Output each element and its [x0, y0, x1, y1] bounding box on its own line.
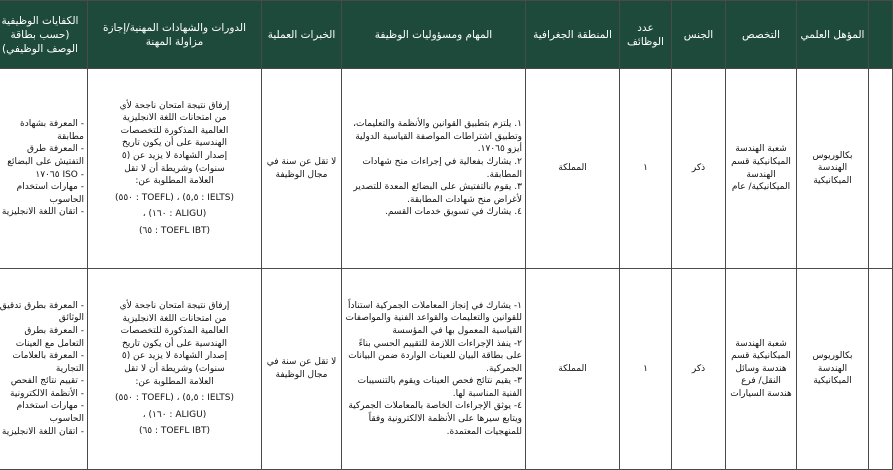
competency-item: - ISO ١٧٠٦٥ [35, 169, 84, 180]
positions-cell: ١ [620, 269, 672, 470]
competency-item: - المعرفة بطرق تدقيق الوثائق [0, 300, 84, 324]
competency-item: - مهارات استخدام الحاسوب [16, 401, 84, 425]
course-line: من امتحانات اللغة الانجليزية [122, 313, 227, 324]
duties-cell [342, 269, 526, 470]
competency-item: - اتقان اللغة الانجليزية [1, 426, 84, 437]
course-line: العالمية المذكورة للتخصصات [120, 326, 229, 337]
competency-item: - المعرفة طرق التفتيش على البضائع [7, 144, 84, 167]
edge-cell [869, 269, 893, 470]
duty-item: ٢. يشارك بفعالية في إجراءات منح شهادات المطابقة. [362, 156, 522, 180]
table-row [0, 69, 893, 269]
gender-cell: ذكر [672, 69, 726, 269]
header-gender: الجنس [672, 1, 726, 69]
experience-cell: لا تقل عن سنة في مجال الوظيفة [262, 69, 342, 269]
header-competencies: الكفايات الوظيفية (حسب بطاقة الوصف الوظيفي) [0, 1, 88, 69]
table-row [0, 269, 893, 470]
course-score-line: (IELTS : ٥,٥) ، (TOEFL : ٥٥٠) [114, 393, 235, 404]
course-line: إرفاق نتيجة امتحان ناجحة لأي [119, 301, 230, 312]
course-line: العالمية المذكورة للتخصصات [120, 125, 229, 136]
edge-cell [869, 69, 893, 269]
course-line: العلامة المطلوبة عن: [135, 376, 214, 387]
course-score-line: (TOEFL IBT : ٦٥) [138, 225, 211, 236]
courses-cell [88, 269, 262, 470]
course-score-line: (ALIGU : ١٦٠) ، [142, 209, 207, 220]
header-qualification: المؤهل العلمي [797, 1, 869, 69]
competency-item: - المعرفة بشهادة مطابقة [20, 119, 84, 142]
positions-cell: ١ [620, 69, 672, 269]
duty-item: ٤. يشارك في تسويق خدمات القسم. [384, 207, 522, 218]
duty-item: ٢- ينفذ الإجراءات اللازمة للتقييم الحسي بناءً على بطاقة البيان للعينات الواردة ضمن البيانات الجمركية. [348, 338, 522, 374]
duty-item: ٣- يقيم نتائج فحص العينات ويقوم بالتنسيبات الفنية المناسبة لها. [357, 376, 522, 399]
header-experience: الخبرات العملية [262, 1, 342, 69]
competency-item: - المعرفة بالعلامات التجارية [12, 351, 84, 374]
course-line: إصدار الشهادة لا يزيد عن (٥ [121, 150, 228, 161]
course-score-line: (ALIGU : ١٦٠) ، [142, 409, 207, 420]
gender-cell: ذكر [672, 269, 726, 470]
course-line: إصدار الشهادة لا يزيد عن (٥ [121, 351, 228, 362]
course-score-line: (TOEFL IBT : ٦٥) [138, 426, 211, 437]
course-score-line: (IELTS : ٥,٥) ، (TOEFL : ٥٥٠) [114, 192, 235, 203]
competency-item: - اتقان اللغة الانجليزية [1, 207, 84, 218]
header-edge-column [869, 1, 893, 69]
qualification-cell: بكالوريوس الهندسة الميكانيكية [797, 269, 869, 470]
header-courses: الدورات والشهادات المهنية/إجازة مزاولة المهنة [88, 1, 262, 69]
header-specialization: التخصص [726, 1, 797, 69]
course-line: سنوات) وشريطة أن لا تقل [124, 364, 225, 374]
header-positions: عدد الوظائف [620, 1, 672, 69]
duties-cell [342, 69, 526, 269]
course-line: الهندسية على أن يكون تاريخ [122, 338, 227, 349]
qualification-cell: بكالوريوس الهندسة الميكانيكية [797, 69, 869, 269]
course-line: العلامة المطلوبة عن: [135, 176, 214, 187]
course-line: إرفاق نتيجة امتحان ناجحة لأي [119, 100, 230, 111]
duty-item: ٤- يوثق الإجراءات الخاصة بالمعاملات الجمركية ويتابع سيرها على الأنظمة الالكترونية وفقاً للمنهجيات المعتمدة. [348, 401, 522, 437]
region-cell: المملكة [526, 69, 620, 269]
duty-item: ١- يشارك في إنجاز المعاملات الجمركية استناداً للقوانين والتعليمات والقواعد الفنية والمواصفات القياسية المعمول بها في المؤسسة [345, 300, 522, 336]
courses-cell [88, 69, 262, 269]
competencies-cell [0, 269, 88, 470]
experience-cell: لا تقل عن سنة في مجال الوظيفة [262, 269, 342, 470]
competency-item: - مهارات استخدام الحاسوب [16, 182, 84, 205]
course-line: من امتحانات اللغة الانجليزية [122, 113, 227, 124]
specialization-cell: شعبة الهندسة الميكانيكية قسم هندسة وسائل النقل/ فرع هندسة السيارات [726, 269, 797, 470]
competency-item: - تقييم نتائج الفحص [10, 376, 84, 387]
header-region: المنطقة الجغرافية [526, 1, 620, 69]
duty-item: ١. يلتزم بتطبيق القوانين والأنظمة والتعليمات، وتطبيق اشتراطات المواصفة القياسية الدولية أيزو ١٧٠٦٥. [353, 119, 522, 155]
region-cell: المملكة [526, 269, 620, 470]
course-line: الهندسية على أن يكون تاريخ [122, 138, 227, 149]
duty-item: ٣. يقوم بالتفتيش على البضائع المعدة للتصدير لأغراض منح شهادات المطابقة. [353, 182, 522, 205]
header-duties: المهام ومسؤوليات الوظيفة [342, 1, 526, 69]
competency-item: - الأنظمة الالكترونية [10, 388, 84, 399]
competency-item: - المعرفة بطرق التعامل مع العينات [15, 325, 84, 349]
competencies-cell [0, 69, 88, 269]
table-header-row [0, 1, 893, 69]
specialization-cell: شعبة الهندسة الميكانيكية قسم الهندسة الميكانيكية/ عام [726, 69, 797, 269]
course-line: سنوات) وشريطة أن لا تقل [124, 163, 225, 174]
